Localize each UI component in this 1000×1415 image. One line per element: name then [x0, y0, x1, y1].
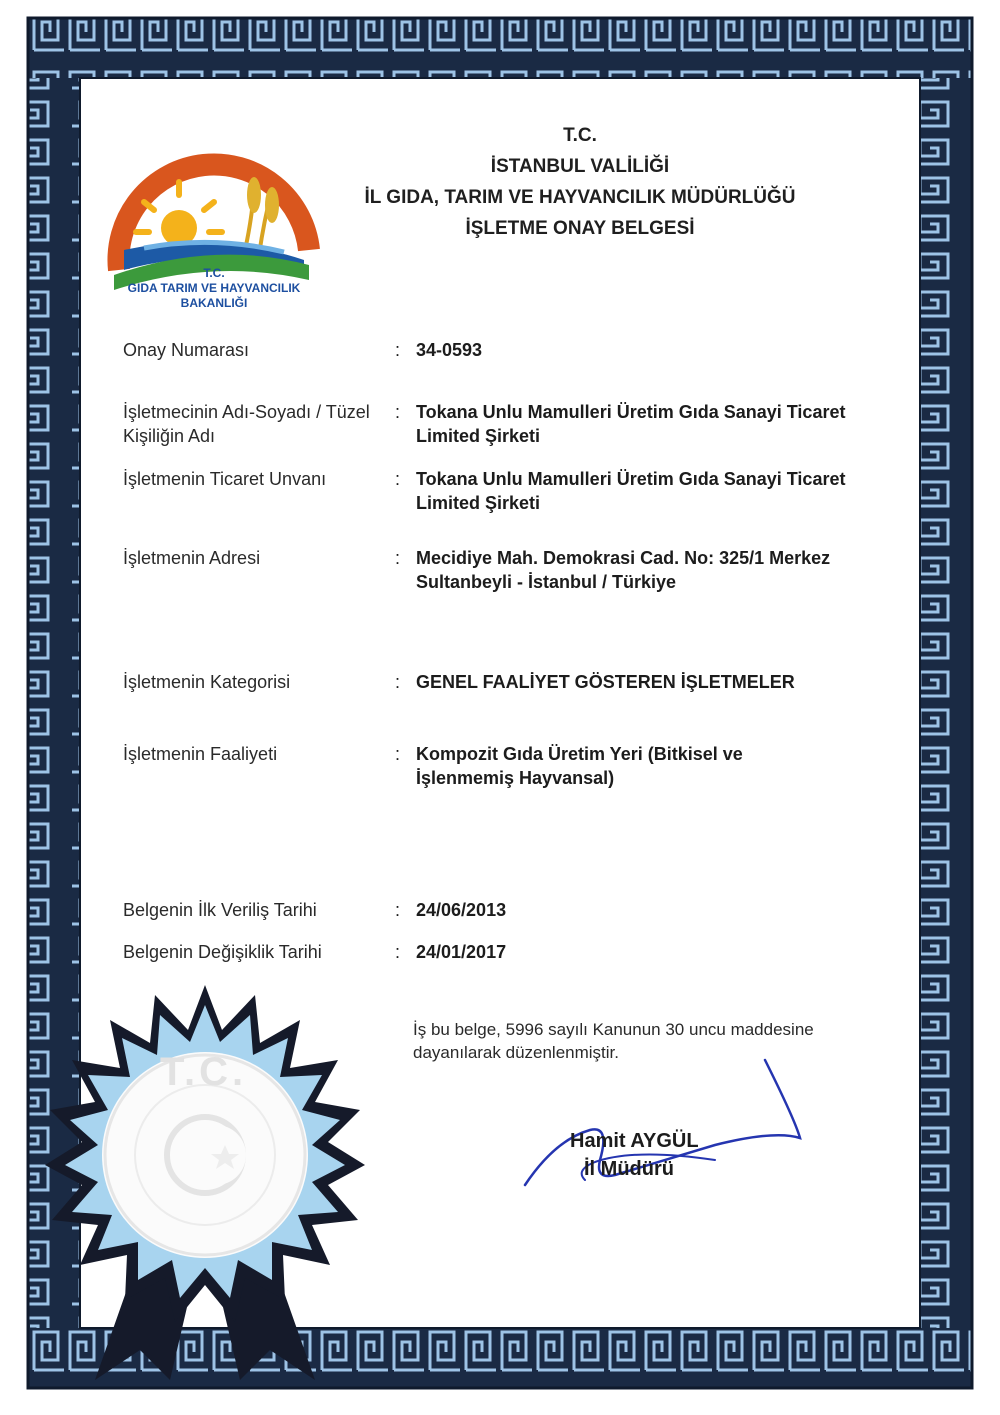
field-colon: : — [395, 548, 401, 568]
field-value: 24/01/2017 — [416, 942, 507, 962]
field-colon: : — [395, 900, 401, 920]
field-value: 34-0593 — [416, 340, 483, 360]
logo-caption-line: BAKANLIĞI — [180, 296, 248, 310]
field-colon: : — [395, 744, 401, 764]
header-line: T.C. — [563, 125, 597, 146]
field-value: Kompozit Gıda Üretim Yeri (Bitkisel ve İşlenmemiş Hayvansal) — [416, 744, 743, 788]
field-label: İşletmenin Faaliyeti — [123, 744, 278, 764]
field-colon: : — [395, 340, 401, 360]
field-label: İşletmenin Ticaret Unvanı — [123, 469, 327, 489]
signatory-title: İl Müdürü — [584, 1158, 674, 1180]
logo-caption — [104, 266, 324, 311]
document-header — [300, 120, 860, 244]
field-value: Tokana Unlu Mamulleri Üretim Gıda Sanayi Ticaret Limited Şirketi — [416, 469, 846, 513]
field-value: GENEL FAALİYET GÖSTEREN İŞLETMELER — [416, 672, 795, 692]
field-label: İşletmenin Kategorisi — [123, 672, 291, 692]
field-label: Belgenin Değişiklik Tarihi — [123, 942, 322, 962]
field-value: Mecidiye Mah. Demokrasi Cad. No: 325/1 Merkez Sultanbeyli - İstanbul / Türkiye — [416, 548, 831, 592]
field-colon: : — [395, 402, 401, 422]
field-label: İşletmecinin Adı-Soyadı / Tüzel Kişiliğin Adı — [123, 402, 370, 446]
logo-caption-line: GIDA TARIM VE HAYVANCILIK — [127, 281, 301, 295]
document-title: İŞLETME ONAY BELGESİ — [465, 218, 695, 239]
field-value: Tokana Unlu Mamulleri Üretim Gıda Sanayi Ticaret Limited Şirketi — [416, 402, 846, 446]
header-line: İSTANBUL VALİLİĞİ — [490, 156, 670, 177]
field-colon: : — [395, 672, 401, 692]
field-label: Onay Numarası — [123, 340, 250, 360]
field-label: İşletmenin Adresi — [123, 548, 261, 568]
legal-statement: İş bu belge, 5996 sayılı Kanunun 30 uncu maddesine dayanılarak düzenlenmiştir. — [413, 1020, 814, 1062]
field-colon: : — [395, 469, 401, 489]
field-value: 24/06/2013 — [416, 900, 507, 920]
seal-emboss-text: T.C. — [160, 1050, 248, 1094]
embossed-seal-rosette — [40, 980, 370, 1380]
signatory-name: Hamit AYGÜL — [570, 1130, 699, 1152]
header-line: İL GIDA, TARIM VE HAYVANCILIK MÜDÜRLÜĞÜ — [364, 187, 796, 208]
field-colon: : — [395, 942, 401, 962]
field-label: Belgenin İlk Veriliş Tarihi — [123, 900, 317, 920]
logo-caption-line: T.C. — [203, 266, 225, 280]
